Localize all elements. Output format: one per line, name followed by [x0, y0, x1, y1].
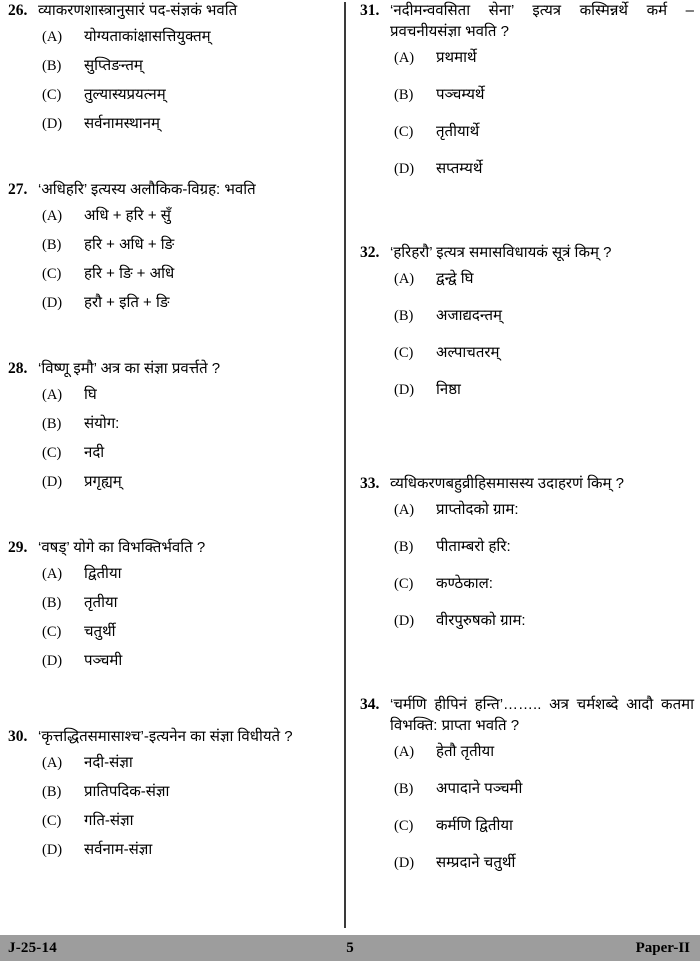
column-divider [344, 2, 346, 928]
option-text: प्रगृह्यम् [84, 473, 122, 490]
option-text: प्राप्तोदको ग्राम: [436, 501, 519, 518]
option-row[interactable] [356, 816, 694, 836]
option-list [356, 48, 694, 179]
option-label: (C) [42, 87, 62, 103]
option-list [356, 269, 694, 400]
option-text: योग्यताकांक्षासत्तियुक्तम् [84, 28, 211, 45]
option-label: (B) [42, 784, 62, 800]
option-row[interactable] [4, 264, 342, 284]
option-row[interactable] [4, 564, 342, 584]
question-text: ‘चर्मणि हीपिनं हन्ति’…….. अत्र चर्मशब्दे आदौ कतमा विभक्ति: प्राप्ता भवति ? [390, 696, 694, 734]
option-label: (C) [42, 813, 62, 829]
option-text: पीताम्बरो हरि: [436, 538, 511, 555]
option-text: निष्ठा [436, 381, 461, 398]
question-heading [4, 537, 342, 558]
option-text: हरि + अधि + ङि [84, 236, 175, 253]
option-row[interactable] [356, 85, 694, 105]
option-text: संयोग: [84, 415, 120, 432]
question-block [4, 537, 342, 671]
option-row[interactable] [4, 443, 342, 463]
question-heading [4, 358, 342, 379]
option-text: गति-संज्ञा [84, 812, 134, 829]
question-heading [4, 179, 342, 200]
option-row[interactable] [356, 48, 694, 68]
option-row[interactable] [356, 380, 694, 400]
option-row[interactable] [356, 611, 694, 631]
question-text: ‘नदीमन्ववसिता सेना’ इत्यत्र कस्मिन्नर्थे कर्म – प्रवचनीयसंज्ञा भवति ? [390, 2, 694, 40]
option-label: (B) [42, 58, 62, 74]
option-label: (A) [394, 50, 415, 66]
option-text: द्वन्द्वे घि [436, 270, 474, 287]
spacer [4, 322, 342, 358]
option-row[interactable] [4, 840, 342, 860]
spacer [356, 196, 694, 242]
spacer [4, 680, 342, 726]
option-text: पञ्चम्यर्थे [436, 86, 485, 103]
question-number: 34. [360, 696, 380, 713]
option-label: (B) [394, 539, 414, 555]
option-label: (D) [394, 613, 415, 629]
option-text: सर्वनामस्थानम् [84, 115, 160, 132]
question-block [356, 473, 694, 631]
option-row[interactable] [4, 472, 342, 492]
option-text: सप्तम्यर्थे [436, 160, 483, 177]
option-row[interactable] [4, 651, 342, 671]
option-label: (D) [42, 653, 63, 669]
option-list [4, 564, 342, 671]
question-column-left [4, 0, 342, 869]
question-block [4, 726, 342, 860]
option-row[interactable] [4, 85, 342, 105]
option-label: (C) [394, 576, 414, 592]
option-text: वीरपुरुषको ग्राम: [436, 612, 526, 629]
option-label: (D) [394, 161, 415, 177]
question-text: व्यधिकरणबहुव्रीहिसमासस्य उदाहरणं किम् ? [390, 475, 624, 492]
footer-page-number: 5 [346, 939, 354, 956]
option-text: पञ्चमी [84, 652, 123, 669]
option-row[interactable] [356, 306, 694, 326]
option-row[interactable] [4, 385, 342, 405]
option-label: (C) [42, 445, 62, 461]
option-list [356, 742, 694, 873]
option-text: अपादाने पञ्चमी [436, 780, 523, 797]
question-block [4, 0, 342, 134]
option-text: अधि + हरि + सुँ [84, 207, 171, 224]
question-number: 26. [8, 2, 28, 19]
question-text: ‘हरिहरौ’ इत्यत्र समासविधायकं सूत्रं किम् ? [390, 244, 612, 261]
option-row[interactable] [4, 782, 342, 802]
option-text: नदी [84, 444, 105, 461]
spacer [356, 648, 694, 694]
option-label: (A) [42, 208, 63, 224]
option-row[interactable] [4, 27, 342, 47]
option-row[interactable] [356, 537, 694, 557]
question-block [356, 694, 694, 873]
option-row[interactable] [356, 742, 694, 762]
option-text: तृतीया [84, 594, 118, 611]
option-row[interactable] [356, 500, 694, 520]
option-label: (A) [394, 744, 415, 760]
option-list [356, 500, 694, 631]
option-row[interactable] [356, 343, 694, 363]
question-heading [356, 473, 694, 494]
question-heading [356, 0, 694, 42]
question-number: 27. [8, 181, 28, 198]
question-heading [4, 726, 342, 747]
option-label: (A) [42, 566, 63, 582]
question-text: ‘अधिहरि’ इत्यस्य अलौकिक-विग्रह: भवति [38, 181, 256, 198]
option-text: घि [84, 386, 97, 403]
option-list [4, 206, 342, 313]
option-row[interactable] [356, 779, 694, 799]
option-label: (C) [42, 266, 62, 282]
option-row[interactable] [4, 56, 342, 76]
option-row[interactable] [4, 293, 342, 313]
option-label: (C) [394, 345, 414, 361]
option-row[interactable] [356, 122, 694, 142]
option-row[interactable] [4, 593, 342, 613]
question-block [356, 242, 694, 400]
question-column-right [356, 0, 694, 890]
option-row[interactable] [4, 114, 342, 134]
question-heading [4, 0, 342, 21]
option-text: हरौ + इति + ङि [84, 294, 170, 311]
question-block [356, 0, 694, 179]
option-text: कण्ठेकाल: [436, 575, 493, 592]
question-text: व्याकरणशास्त्रानुसारं पद-संज्ञकं भवति [38, 2, 238, 19]
option-row[interactable] [4, 414, 342, 434]
question-number: 30. [8, 728, 28, 745]
option-label: (C) [394, 124, 414, 140]
option-row[interactable] [356, 159, 694, 179]
option-label: (D) [42, 842, 63, 858]
question-text: ‘वषड्’ योगे का विभक्तिर्भवति ? [38, 539, 206, 556]
option-row[interactable] [356, 269, 694, 289]
option-label: (A) [394, 271, 415, 287]
option-label: (D) [42, 295, 63, 311]
question-block [4, 179, 342, 313]
option-row[interactable] [356, 574, 694, 594]
option-text: सम्प्रदाने चतुर्थी [436, 854, 516, 871]
option-text: हरि + ङि + अधि [84, 265, 175, 282]
option-list [4, 385, 342, 492]
footer-paper-label: Paper-II [635, 939, 690, 956]
option-label: (C) [42, 624, 62, 640]
spacer [356, 417, 694, 473]
option-label: (A) [394, 502, 415, 518]
option-list [4, 27, 342, 134]
question-number: 33. [360, 475, 380, 492]
option-label: (B) [42, 595, 62, 611]
option-label: (A) [42, 387, 63, 403]
question-heading [356, 694, 694, 736]
option-text: प्रातिपदिक-संज्ञा [84, 783, 170, 800]
option-text: तुल्यास्यप्रयत्नम् [84, 86, 166, 103]
option-text: सुप्तिङन्तम् [84, 57, 143, 74]
option-row[interactable] [4, 622, 342, 642]
option-text: सर्वनाम-संज्ञा [84, 841, 153, 858]
option-label: (C) [394, 818, 414, 834]
option-label: (D) [394, 382, 415, 398]
option-row[interactable] [4, 206, 342, 226]
option-row[interactable] [4, 753, 342, 773]
footer-paper-code: J-25-14 [8, 939, 57, 956]
question-number: 28. [8, 360, 28, 377]
spacer [4, 501, 342, 537]
option-text: चतुर्थी [84, 623, 116, 640]
option-label: (B) [394, 87, 414, 103]
option-row[interactable] [356, 853, 694, 873]
option-label: (B) [42, 237, 62, 253]
option-text: अल्पाचतरम् [436, 344, 500, 361]
question-block [4, 358, 342, 492]
option-label: (B) [394, 781, 414, 797]
option-row[interactable] [4, 811, 342, 831]
page-footer [0, 935, 700, 961]
question-text: ‘विष्णू इमौ’ अत्र का संज्ञा प्रवर्त्तते ? [38, 360, 221, 377]
option-text: नदी-संज्ञा [84, 754, 133, 771]
spacer [4, 143, 342, 179]
option-label: (D) [394, 855, 415, 871]
question-number: 32. [360, 244, 380, 261]
option-label: (B) [394, 308, 414, 324]
option-text: तृतीयार्थे [436, 123, 480, 140]
question-number: 29. [8, 539, 28, 556]
option-list [4, 753, 342, 860]
question-text: ‘कृत्तद्धितसमासाश्च’-इत्यनेन का संज्ञा विधीयते ? [38, 728, 293, 745]
option-row[interactable] [4, 235, 342, 255]
option-text: द्वितीया [84, 565, 122, 582]
option-label: (D) [42, 116, 63, 132]
option-text: अजाद्यदन्तम् [436, 307, 503, 324]
question-number: 31. [360, 2, 380, 19]
option-text: प्रथमार्थे [436, 49, 477, 66]
option-label: (A) [42, 29, 63, 45]
option-text: हेतौ तृतीया [436, 743, 495, 760]
question-heading [356, 242, 694, 263]
option-label: (B) [42, 416, 62, 432]
option-label: (A) [42, 755, 63, 771]
option-label: (D) [42, 474, 63, 490]
option-text: कर्मणि द्वितीया [436, 817, 513, 834]
